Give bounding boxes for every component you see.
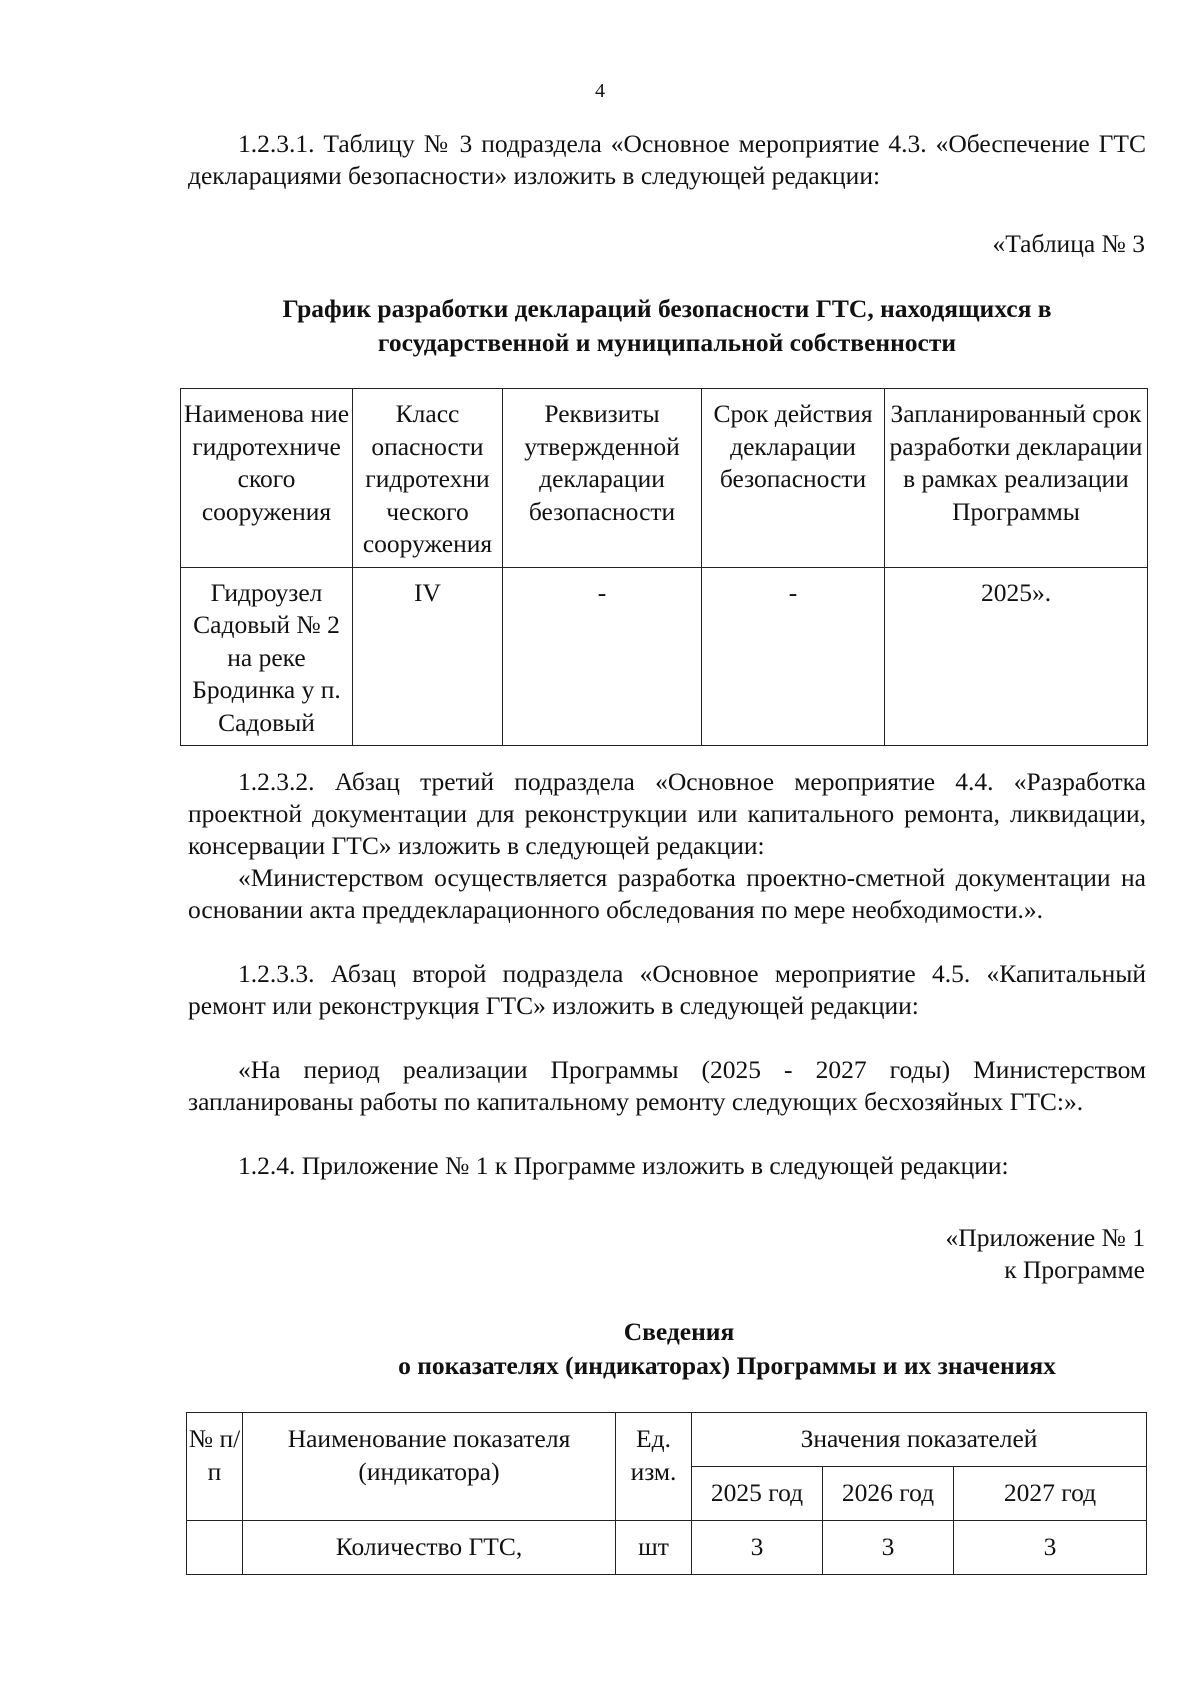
table-header-row — [181, 389, 1148, 568]
cell-validity-period: - — [702, 567, 885, 746]
declarations-schedule-table — [180, 388, 1148, 746]
paragraph-1-2-3-1: 1.2.3.1. Таблицу № 3 подраздела «Основное мероприятие 4.3. «Обеспечение ГТС декларациями безопасности» изложить в следующей редакции: — [188, 129, 1146, 190]
appendix-heading — [946, 1222, 1145, 1286]
table-row — [181, 567, 1148, 746]
cell-planned-period: 2025». — [885, 567, 1148, 746]
header-unit: Ед. изм. — [616, 1413, 692, 1521]
page-number: 4 — [595, 80, 605, 102]
paragraph-1-2-3-2: 1.2.3.2. Абзац третий подраздела «Основное мероприятие 4.4. «Разработка проектной документации для реконструкции или капитального ремонта, ликвидации, консервации ГТС» изложить в следующей редакции: — [188, 767, 1146, 860]
indicators-table — [186, 1412, 1147, 1575]
table-3-label: «Таблица № 3 — [992, 229, 1145, 258]
paragraph-quote-ministry: «Министерством осуществляется разработка проектно-сметной документации на основании акта преддекларационного обследования по мере необходимости.». — [188, 863, 1146, 924]
paragraph-quote-period: «На период реализации Программы (2025 - 2027 годы) Министерством запланированы работы по капитальному ремонту следующих бесхозяйных ГТС:». — [188, 1055, 1146, 1116]
header-year-2025: 2025 год — [692, 1467, 823, 1521]
paragraph-1-2-4: 1.2.4. Приложение № 1 к Программе изложить в следующей редакции: — [238, 1151, 1009, 1180]
svedeniya-title: Сведения — [623, 1317, 735, 1346]
table-header-row — [187, 1413, 1147, 1467]
svedeniya-title-block — [188, 1315, 1146, 1383]
table-3-title-line-2: государственной и муниципальной собственности — [377, 328, 957, 357]
appendix-line-2: к Программе — [1004, 1255, 1145, 1284]
cell-indicator-name: Количество ГТС, — [243, 1521, 616, 1575]
header-validity-period: Срок действия декларации безопасности — [702, 389, 885, 568]
header-planned-period: Запланированный срок разработки декларации в рамках реализации Программы — [885, 389, 1148, 568]
svedeniya-subtitle: о показателях (индикаторах) Программы и их значениях — [398, 1351, 1056, 1380]
header-year-2027: 2027 год — [954, 1467, 1147, 1521]
appendix-line-1: «Приложение № 1 — [945, 1223, 1145, 1252]
header-declaration-details: Реквизиты утвержденной декларации безопасности — [503, 389, 702, 568]
header-structure-name: Наименова ние гидротехниче ского сооружения — [181, 389, 353, 568]
table-3-title-line-1: График разработки деклараций безопасности ГТС, находящихся в — [282, 294, 1052, 323]
cell-number — [187, 1521, 243, 1575]
cell-hazard-class: IV — [353, 567, 503, 746]
cell-structure-name: Гидроузел Садовый № 2 на реке Бродинка у п. Садовый — [181, 567, 353, 746]
table-row — [187, 1521, 1147, 1575]
header-year-2026: 2026 год — [823, 1467, 954, 1521]
cell-value-2026: 3 — [823, 1521, 954, 1575]
cell-value-2027: 3 — [954, 1521, 1147, 1575]
header-indicator-name: Наименование показателя (индикатора) — [243, 1413, 616, 1521]
header-number: № п/п — [187, 1413, 243, 1521]
cell-value-2025: 3 — [692, 1521, 823, 1575]
header-hazard-class: Класс опасности гидротехни ческого сооружения — [353, 389, 503, 568]
cell-unit: шт — [616, 1521, 692, 1575]
table-3-title — [188, 292, 1146, 360]
paragraph-1-2-3-3: 1.2.3.3. Абзац второй подраздела «Основное мероприятие 4.5. «Капитальный ремонт или реконструкция ГТС» изложить в следующей редакции: — [188, 959, 1146, 1020]
header-indicator-values: Значения показателей — [692, 1413, 1147, 1467]
cell-declaration-details: - — [503, 567, 702, 746]
